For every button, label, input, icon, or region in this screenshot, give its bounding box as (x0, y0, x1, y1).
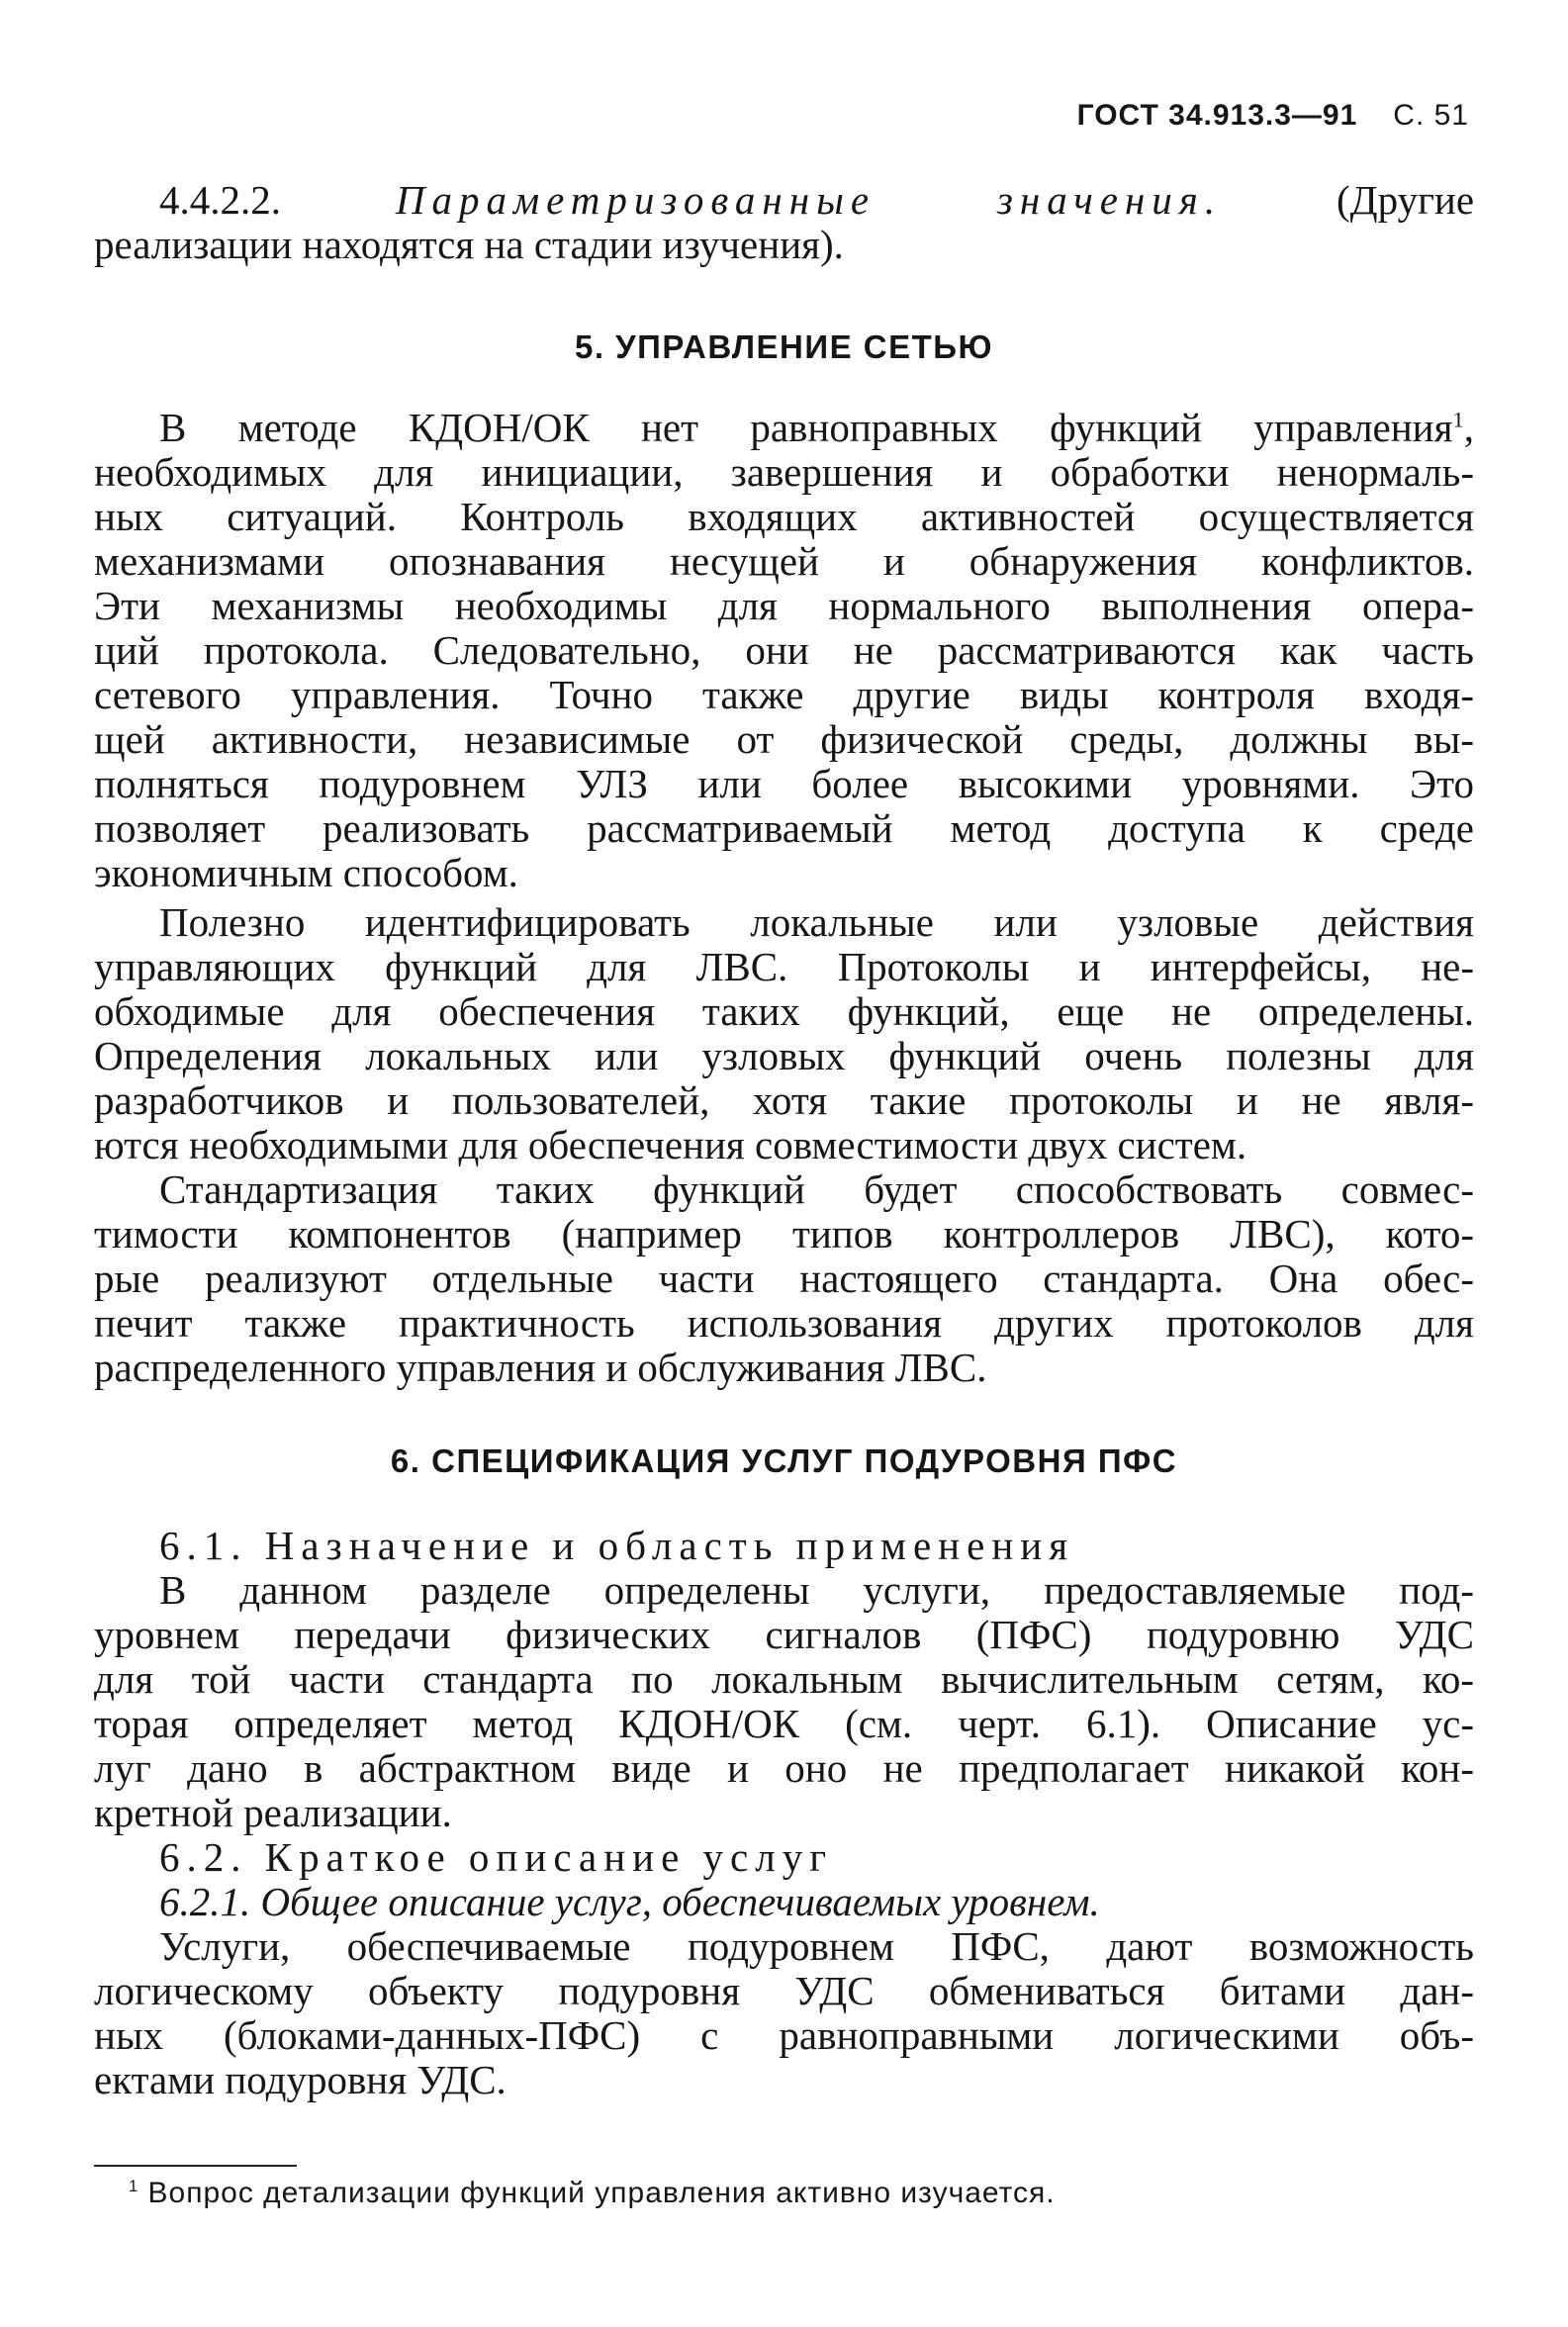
paragraph-line: полняться подуровнем УЛЗ или более высокими уровнями. Это (94, 761, 1474, 806)
paragraph-line: уровнем передачи физических сигналов (ПФС) подуровню УДС (94, 1612, 1474, 1657)
clause-4-4-2-2 (94, 178, 1474, 267)
page-number: С. 51 (1393, 99, 1469, 132)
clause-4-4-2-2-line: 4.4.2.2. Параметризованные значения. (Другие (159, 177, 1475, 223)
paragraph-line: управляющих функций для ЛВС. Протоколы и интерфейсы, не- (94, 944, 1474, 989)
section-5-paragraph-2 (94, 900, 1474, 1167)
footnote (129, 2177, 1056, 2210)
paragraph-line: ектами подуровня УДС. (94, 2057, 507, 2102)
paragraph-line: распределенного управления и обслуживания ЛВС. (94, 1345, 987, 1390)
section-5-heading: 5. УПРАВЛЕНИЕ СЕТЬЮ (574, 328, 994, 365)
paragraph-line: сетевого управления. Точно также другие виды контроля входя- (94, 672, 1474, 717)
paragraph-line: щей активности, независимые от физической среды, должны вы- (94, 716, 1474, 762)
paragraph-line: луг дано в абстрактном виде и оно не предполагает никакой кон- (94, 1745, 1474, 1791)
footnote-mark: 1 (129, 2178, 139, 2195)
paragraph-line: печит также практичность использования других протоколов для (94, 1300, 1474, 1346)
paragraph-line: механизмами опознавания несущей и обнаружения конфликтов. (94, 538, 1474, 584)
clause-6-2-1-title: 6.2.1. Общее описание услуг, обеспечиваемых уровнем. (159, 1879, 1100, 1924)
paragraph-line: ются необходимыми для обеспечения совместимости двух систем. (94, 1122, 1247, 1167)
paragraph-line: экономичным способом. (94, 850, 518, 895)
footnote-reference: 1 (1452, 407, 1464, 432)
paragraph-line: логическому объекту подуровня УДС обмениваться битами дан- (94, 1968, 1474, 2013)
paragraph-line: для той части стандарта по локальным вычислительным сетям, ко- (94, 1656, 1474, 1702)
footnote-text: Вопрос детализации функций управления активно изучается. (147, 2177, 1056, 2209)
paragraph-line: В данном разделе определены услуги, предоставляемые под- (159, 1567, 1474, 1613)
paragraph-line: кретной реализации. (94, 1790, 452, 1835)
section-6-heading: 6. СПЕЦИФИКАЦИЯ УСЛУГ ПОДУРОВНЯ ПФС (390, 1443, 1178, 1479)
paragraph-line: торая определяет метод КДОН/ОК (см. черт. 6.1). Описание ус- (94, 1701, 1474, 1746)
page-header (1077, 99, 1469, 133)
footnote-divider (94, 2165, 297, 2167)
paragraph-line: ных (блоками-данных-ПФС) с равноправными логическими объ- (94, 2012, 1474, 2058)
paragraph-line: необходимых для инициации, завершения и обработки ненормаль- (94, 449, 1474, 495)
paragraph-line: ций протокола. Следовательно, они не рассматриваются как часть (94, 627, 1474, 673)
clause-4-4-2-2-title: Параметризованные значения. (395, 177, 1223, 223)
clause-6-1-title: 6.1. Назначение и область применения (159, 1523, 1075, 1568)
paragraph-line: ных ситуаций. Контроль входящих активностей осуществляется (94, 494, 1474, 539)
paragraph-line: Эти механизмы необходимы для нормального выполнения опера- (94, 583, 1474, 628)
paragraph-line: В методе КДОН/ОК нет равноправных функций управления$^1$, (159, 405, 1474, 450)
paragraph-line: позволяет реализовать рассматриваемый метод доступа к среде (94, 805, 1474, 851)
paragraph-line: рые реализуют отдельные части настоящего стандарта. Она обес- (94, 1256, 1474, 1301)
clause-6-2-title: 6.2. Краткое описание услуг (159, 1834, 834, 1880)
paragraph-line: тимости компонентов (например типов контроллеров ЛВС), кото- (94, 1211, 1474, 1257)
section-5-paragraph-3 (94, 1167, 1474, 1390)
paragraph-line: Полезно идентифицировать локальные или узловые действия (159, 899, 1474, 945)
paragraph-line: Стандартизация таких функций будет способствовать совмес- (159, 1166, 1474, 1212)
paragraph-line: разработчиков и пользователей, хотя такие протоколы и не явля- (94, 1077, 1474, 1123)
paragraph-line: Определения локальных или узловых функций очень полезны для (94, 1033, 1474, 1078)
clause-6-1 (94, 1524, 1474, 2102)
section-5-paragraph-1 (94, 406, 1474, 895)
paragraph-line: обходимые для обеспечения таких функций, еще не определены. (94, 988, 1474, 1034)
standard-number: ГОСТ 34.913.3—91 (1076, 99, 1358, 132)
clause-4-4-2-2-line: реализации находятся на стадии изучения). (94, 222, 844, 267)
paragraph-line: Услуги, обеспечиваемые подуровнем ПФС, дают возможность (159, 1923, 1474, 1969)
